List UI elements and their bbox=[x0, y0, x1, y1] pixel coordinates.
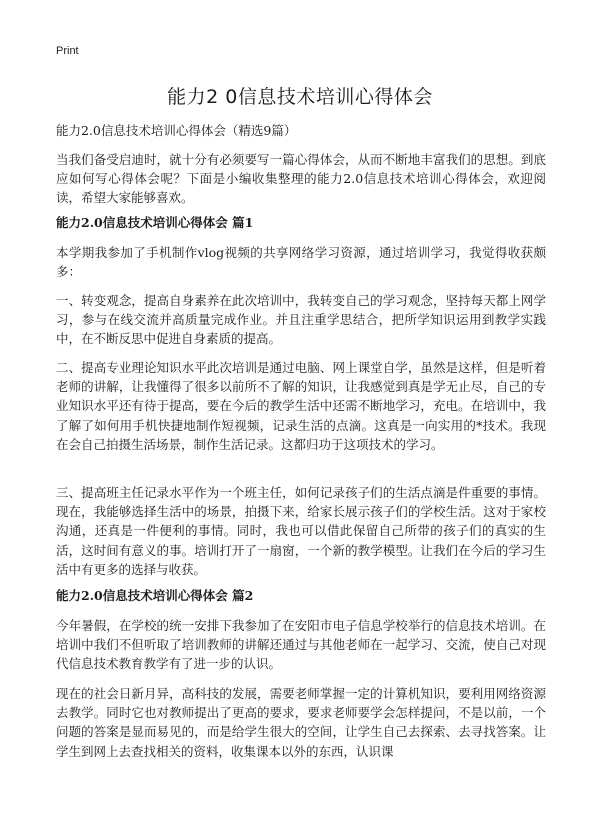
section1-paragraph: 二、提高专业理论知识水平此次培训是通过电脑、网上课堂自学，虽然是这样，但是听着老师的讲解，让我懂得了很多以前所不了解的知识，让我感觉到真是学无止尽，自己的专业知识水平还有待于提高，要在今后的教学生活中还需不断地学习，充电。在培训中，我了解了如何用手机快捷地制作短视频，记录生活的点滴。这真是一向实用的*技术。我现在会自己拍摄生活场景，制作生活记录。这都归功于这项技术的学习。 bbox=[56, 360, 546, 452]
section-heading-2: 能力2.0信息技术培训心得体会 篇2 bbox=[56, 588, 254, 603]
section1-paragraph: 一、转变观念，提高自身素养在此次培训中，我转变自己的学习观念，坚持每天都上网学习，参与在线交流并高质量完成作业。并且注重学思结合，把所学知识运用到教学实践中，在不断反思中促进自身素质的提高。 bbox=[56, 293, 546, 347]
section1-paragraph: 三、提高班主任记录水平作为一个班主任，如何记录孩子们的生活点滴是件重要的事情。现在，我能够选择生活中的场景，拍摄下来，给家长展示孩子们的学校生活。这对于家校沟通，还真是一件便利的事情。同时，我也可以借此保留自己所带的孩子们的真实的生活，这时间有意义的事。培训打开了一扇窗，一个新的教学模型。让我们在今后的学习生活中有更多的选择与收获。 bbox=[56, 485, 546, 577]
section1-paragraph: 本学期我参加了手机制作vlog视频的共享网络学习资源，通过培训学习，我觉得收获颇多： bbox=[56, 245, 546, 280]
section2-paragraph: 今年暑假，在学校的统一安排下我参加了在安阳市电子信息学校举行的信息技术培训。在培训中我们不但听取了培训教师的讲解还通过与其他老师在一起学习、交流，使自己对现代信息技术教育教学有了进一步的认识。 bbox=[56, 618, 546, 672]
print-link[interactable]: Print bbox=[56, 45, 79, 57]
section2-paragraph: 现在的社会日新月异，高科技的发展，需要老师掌握一定的计算机知识，要利用网络资源去教学。同时它也对教师提出了更高的要求，要求老师要学会怎样提问，不是以前，一个问题的答案是显而易见的，而是给学生很大的空间，让学生自己去探索、去寻找答案。让学生到网上去查找相关的资料，收集课本以外的东西，认识课 bbox=[56, 686, 546, 759]
page-title: 能力2 0信息技术培训心得体会 bbox=[167, 86, 433, 108]
document-subtitle: 能力2.0信息技术培训心得体会（精选9篇） bbox=[56, 123, 297, 138]
intro-paragraph: 当我们备受启迪时，就十分有必须要写一篇心得体会，从而不断地丰富我们的思想。到底应如何写心得体会呢？下面是小编收集整理的能力2.0信息技术培训心得体会，欢迎阅读，希望大家能够喜欢。 bbox=[56, 152, 546, 206]
section-heading-1: 能力2.0信息技术培训心得体会 篇1 bbox=[56, 215, 254, 230]
